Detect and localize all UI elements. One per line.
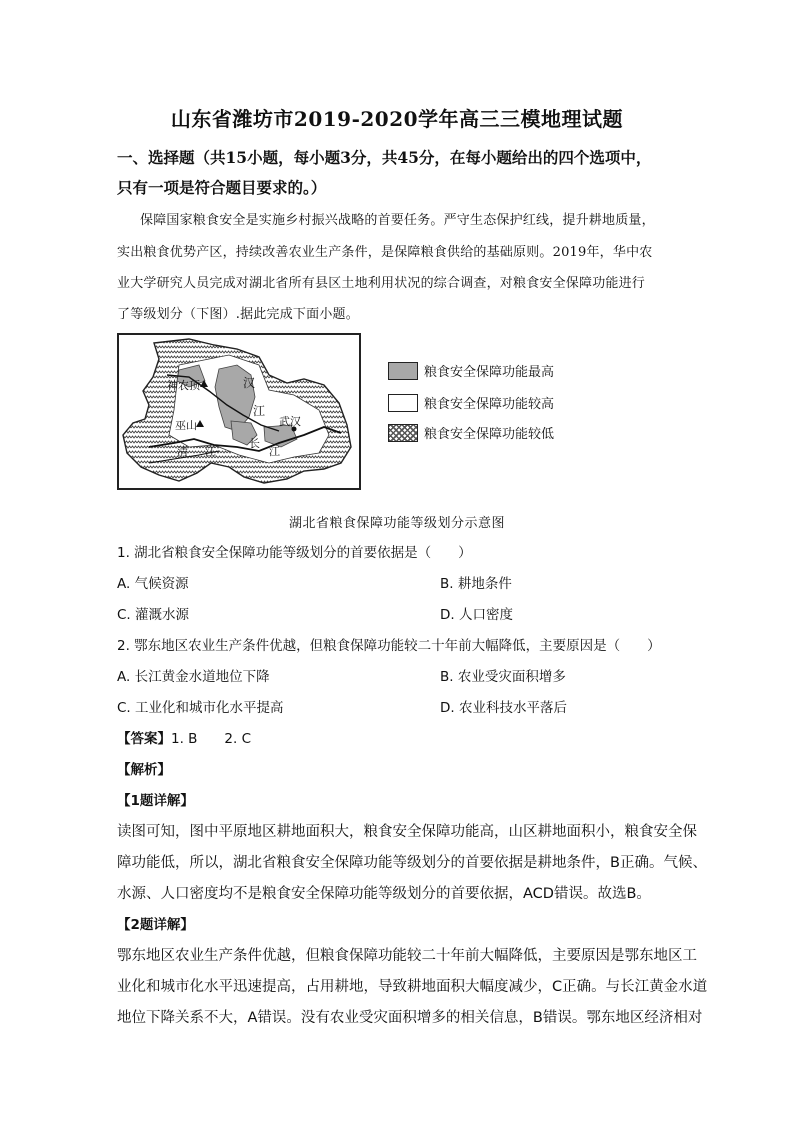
question-2-option-d: D. 农业科技水平落后 xyxy=(440,700,567,716)
q2-detail-line: 业化和城市化水平迅速提高，占用耕地，导致耕地面积大幅度减少，C正确。与长江黄金水道 xyxy=(117,979,708,995)
map-label: 巫山 xyxy=(175,419,197,432)
question-1-stem: 1. 湖北省粮食安全保障功能等级划分的首要依据是（ ） xyxy=(117,545,472,561)
question-1-option-c: C. 灌溉水源 xyxy=(117,607,190,623)
question-2-stem: 2. 鄂东地区农业生产条件优越，但粮食保障功能较二十年前大幅降低，主要原因是（ ） xyxy=(117,638,661,654)
legend-label-higher: 粮食安全保障功能较高 xyxy=(424,397,555,412)
answer-value: 1. B 2. C xyxy=(171,731,252,747)
legend-label-lower: 粮食安全保障功能较低 xyxy=(424,427,555,442)
question-1-option-d: D. 人口密度 xyxy=(440,607,513,623)
question-2-option-a: A. 长江黄金水道地位下降 xyxy=(117,669,270,685)
question-1-option-a: A. 气候资源 xyxy=(117,576,189,592)
q1-detail-label: 【1题详解】 xyxy=(117,793,194,809)
intro-line: 保障国家粮食安全是实施乡村振兴战略的首要任务。严守生态保护红线，提升耕地质量， xyxy=(140,213,655,228)
question-2-option-c: C. 工业化和城市化水平提高 xyxy=(117,700,284,716)
map-label: 江 xyxy=(269,445,280,458)
analysis-label: 【解析】 xyxy=(117,762,171,778)
map-label: 武汉 xyxy=(279,415,301,428)
legend-label-highest: 粮食安全保障功能最高 xyxy=(424,365,555,380)
map-label: 神农顶 xyxy=(167,379,200,392)
legend-swatch-higher xyxy=(388,394,418,412)
map-label: 清 xyxy=(177,445,188,458)
answer-line xyxy=(117,727,251,747)
q1-detail-line: 水源、人口密度均不是粮食安全保障功能等级划分的首要依据，ACD错误。故选B。 xyxy=(117,886,651,902)
question-2-option-b: B. 农业受灾面积增多 xyxy=(440,669,566,685)
section-heading-line2: 只有一项是符合题目要求的。） xyxy=(117,178,327,197)
hubei-map-graphic xyxy=(119,335,359,488)
map-label: 江 xyxy=(205,445,216,458)
map-label: 长 xyxy=(249,437,260,450)
question-1-option-b: B. 耕地条件 xyxy=(440,576,512,592)
answer-label: 【答案】 xyxy=(117,731,171,747)
map-label: 江 xyxy=(253,404,266,418)
map-label: 汉 xyxy=(243,376,256,390)
hubei-map xyxy=(117,333,361,490)
q2-detail-label: 【2题详解】 xyxy=(117,917,194,933)
q2-detail-line: 鄂东地区农业生产条件优越，但粮食保障功能较二十年前大幅降低，主要原因是鄂东地区工 xyxy=(117,948,697,964)
section-heading-line1: 一、选择题（共15小题，每小题3分，共45分，在每小题给出的四个选项中， xyxy=(117,148,652,167)
intro-line: 了等级划分（下图）.据此完成下面小题。 xyxy=(117,307,359,322)
intro-line: 业大学研究人员完成对湖北省所有县区土地利用状况的综合调查，对粮食安全保障功能进行 xyxy=(117,276,646,291)
intro-line: 实出粮食优势产区，持续改善农业生产条件，是保障粮食供给的基础原则。2019年，华中农 xyxy=(117,245,653,260)
q1-detail-line: 障功能低，所以，湖北省粮食安全保障功能等级划分的首要依据是耕地条件，B正确。气候、 xyxy=(117,855,707,871)
q1-detail-line: 读图可知，图中平原地区耕地面积大，粮食安全保障功能高，山区耕地面积小，粮食安全保 xyxy=(117,824,697,840)
figure-caption: 湖北省粮食保障功能等级划分示意图 xyxy=(288,516,505,531)
legend-swatch-lower xyxy=(388,424,418,442)
q2-detail-line: 地位下降关系不大，A错误。没有农业受灾面积增多的相关信息，B错误。鄂东地区经济相对 xyxy=(117,1010,703,1026)
page-title: 山东省潍坊市2019-2020学年高三三模地理试题 xyxy=(170,107,624,131)
legend-swatch-highest xyxy=(388,362,418,380)
